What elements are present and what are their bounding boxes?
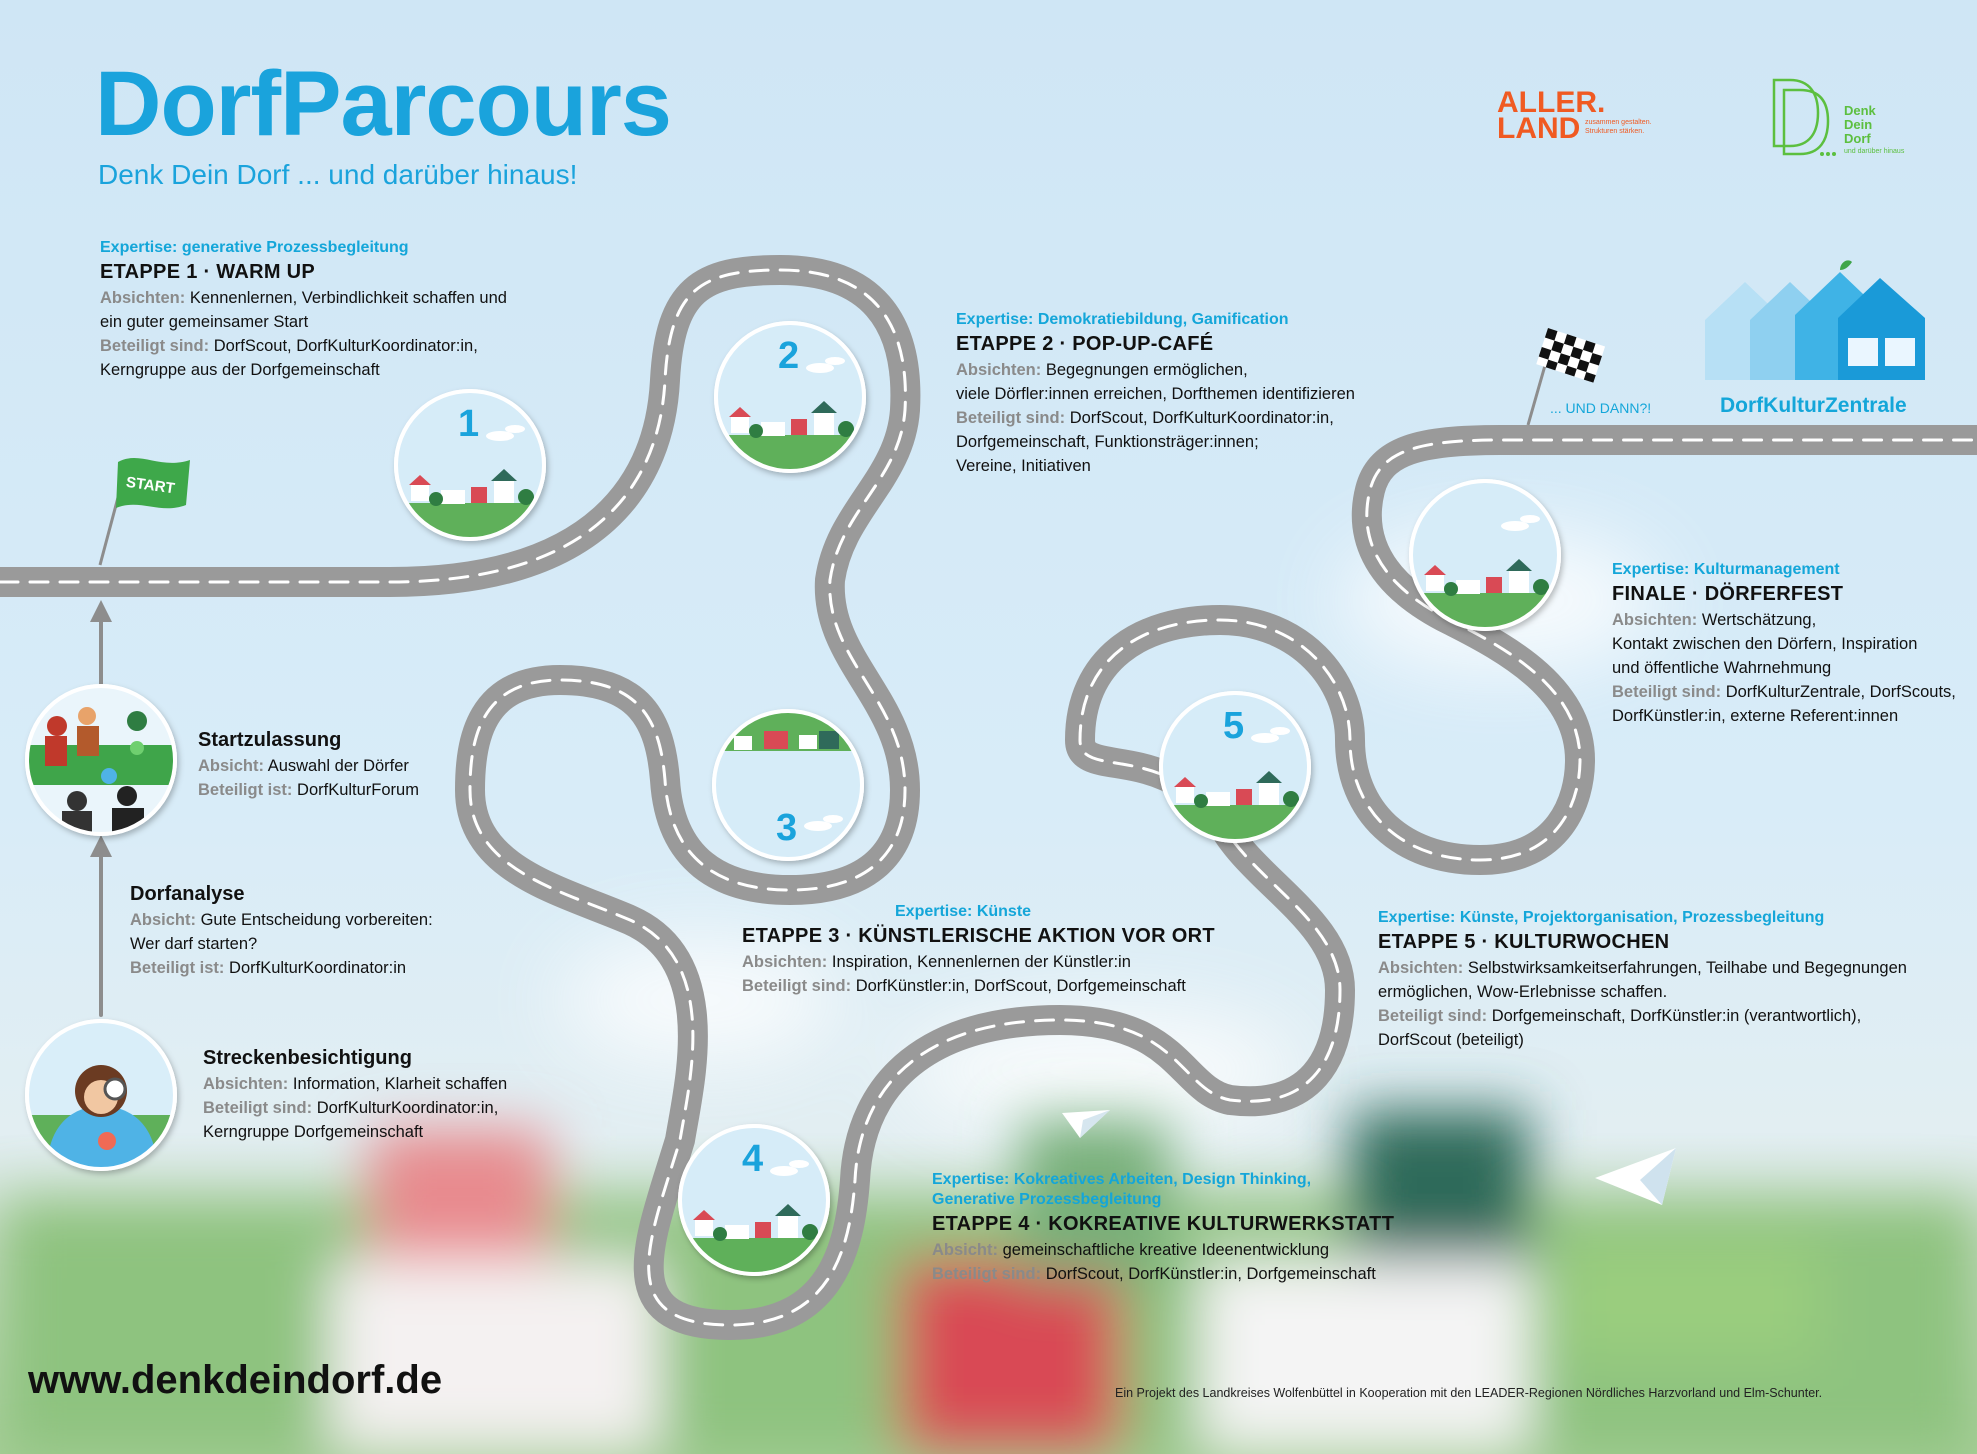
stage-2-beteiligt-1: DorfScout, DorfKulturKoordinator:in,: [1069, 409, 1334, 427]
stage-2-absichten-1: Begegnungen ermöglichen,: [1045, 361, 1248, 379]
beteiligt-label: Beteiligt sind:: [932, 1265, 1042, 1283]
streckenbesichtigung-circle: [17, 1011, 185, 1179]
streckenbesichtigung-beteiligt-1: DorfKulturKoordinator:in,: [316, 1099, 499, 1117]
dorfkulturzentrale-houses-icon: [1705, 260, 1925, 380]
stage-3-expertise: Expertise: Künste: [895, 903, 1032, 920]
page-title: DorfParcours: [95, 53, 671, 155]
stage-4-expertise-1: Expertise: Kokreatives Arbeiten, Design Thinking,: [932, 1171, 1312, 1188]
beteiligt-label: Beteiligt sind:: [742, 977, 852, 995]
stage-4-beteiligt-1: DorfScout, DorfKünstler:in, Dorfgemeinschaft: [1045, 1265, 1376, 1283]
beteiligt-label: Beteiligt sind:: [1378, 1007, 1488, 1025]
stage-4-absicht-1: gemeinschaftliche kreative Ideenentwicklung: [1002, 1241, 1330, 1259]
finale-absichten-1: Wertschätzung,: [1701, 611, 1817, 629]
beteiligt-label: Beteiligt sind:: [956, 409, 1066, 427]
beteiligt-label: Beteiligt sind:: [203, 1099, 313, 1117]
stage-2-info: [956, 310, 1355, 478]
paper-plane-small-icon: [1062, 1110, 1110, 1138]
arrow-head-upper-icon: [90, 600, 112, 622]
stage-4-title: ETAPPE 4 · KOKREATIVE KULTURWERKSTATT: [932, 1213, 1395, 1235]
page-subtitle: Denk Dein Dorf ... und darüber hinaus!: [98, 159, 578, 190]
startzulassung-beteiligt-text: DorfKulturForum: [297, 781, 419, 799]
stage-2-beteiligt: [956, 406, 1355, 430]
stage-2-absichten: [956, 358, 1355, 382]
dorfanalyse-beteiligt: [130, 956, 433, 980]
stage-5-absichten-1: Selbstwirksamkeitserfahrungen, Teilhabe und Begegnungen: [1467, 959, 1907, 977]
stage-3-info: [742, 902, 1215, 998]
absichten-label: Absichten:: [100, 289, 186, 307]
absicht-label: Absicht:: [130, 911, 196, 929]
footer-note: Ein Projekt des Landkreises Wolfenbüttel in Kooperation mit den LEADER-Regionen Nördliches Harzvorland und Elm-Schunter.: [1115, 1386, 1823, 1400]
stage-1-beteiligt-1: DorfScout, DorfKulturKoordinator:in,: [213, 337, 478, 355]
finale-absichten-3: und öffentliche Wahrnehmung: [1612, 659, 1832, 677]
allerland-tagline2: Strukturen stärken.: [1585, 128, 1645, 135]
ddd-monogram-icon: [1770, 76, 1840, 160]
allerland-logo-line1: ALLER.: [1497, 86, 1606, 119]
stage-5-beteiligt-1: Dorfgemeinschaft, DorfKünstler:in (verantwortlich),: [1491, 1007, 1862, 1025]
stage-2-beteiligt-2: Dorfgemeinschaft, Funktionsträger:innen;: [956, 433, 1259, 451]
stage-5-absichten-2: ermöglichen, Wow-Erlebnisse schaffen.: [1378, 983, 1668, 1001]
streckenbesichtigung-absichten: [203, 1072, 507, 1096]
dorfanalyse-absicht-2: Wer darf starten?: [130, 935, 258, 953]
streckenbesichtigung-info: [203, 1044, 507, 1144]
absichten-label: Absichten:: [956, 361, 1042, 379]
beteiligt-ist-label: Beteiligt ist:: [198, 781, 293, 799]
stage-2-title: ETAPPE 2 · POP-UP-CAFÉ: [956, 333, 1214, 355]
absichten-label: Absichten:: [742, 953, 828, 971]
beteiligt-label: Beteiligt sind:: [100, 337, 210, 355]
stage-5-title: ETAPPE 5 · KULTURWOCHEN: [1378, 931, 1670, 953]
stage-2-beteiligt-3: Vereine, Initiativen: [956, 457, 1091, 475]
allerland-logo-line2: LAND: [1497, 112, 1581, 145]
beteiligt-label: Beteiligt sind:: [1612, 683, 1722, 701]
dorfanalyse-title: Dorfanalyse: [130, 883, 245, 905]
ddd-logo-tagline: und darüber hinaus: [1844, 148, 1905, 155]
finale-title: FINALE · DÖRFERFEST: [1612, 583, 1844, 605]
stage-5-beteiligt-2: DorfScout (beteiligt): [1378, 1031, 1524, 1049]
stage-1-info: [100, 238, 507, 382]
streckenbesichtigung-absichten-text: Information, Klarheit schaffen: [292, 1075, 508, 1093]
stage-2-number: 2: [778, 335, 800, 377]
stage-4-beteiligt: [932, 1262, 1394, 1286]
stage-1-absichten: [100, 286, 507, 310]
stage-5-expertise: Expertise: Künste, Projektorganisation, Prozessbegleitung: [1378, 909, 1825, 926]
startzulassung-info: [198, 726, 419, 802]
finale-circle: [1401, 471, 1569, 639]
stage-5-absichten: [1378, 956, 1907, 980]
ddd-logo-line1: Denk: [1844, 103, 1876, 118]
stage-4-number: 4: [742, 1138, 764, 1180]
absicht-label: Absicht:: [932, 1241, 998, 1259]
finale-expertise: Expertise: Kulturmanagement: [1612, 561, 1840, 578]
finale-beteiligt-1: DorfKulturZentrale, DorfScouts,: [1725, 683, 1956, 701]
absicht-label: Absicht:: [198, 757, 264, 775]
startzulassung-beteiligt: [198, 778, 419, 802]
stage-5-number: 5: [1223, 705, 1245, 747]
stage-2-expertise: Expertise: Demokratiebildung, Gamification: [956, 311, 1289, 328]
finale-absichten: [1612, 608, 1956, 632]
startzulassung-title: Startzulassung: [198, 729, 342, 751]
stage-1-expertise: Expertise: generative Prozessbegleitung: [100, 239, 409, 256]
stage-1-beteiligt: [100, 334, 507, 358]
stage-1-absichten-2: ein guter gemeinsamer Start: [100, 313, 309, 331]
finale-beteiligt-2: DorfKünstler:in, externe Referent:innen: [1612, 707, 1899, 725]
finale-beteiligt: [1612, 680, 1956, 704]
stage-3-beteiligt: [742, 974, 1215, 998]
website-url[interactable]: www.denkdeindorf.de: [28, 1358, 443, 1402]
stage-4-expertise-2: Generative Prozessbegleitung: [932, 1191, 1162, 1208]
dorfkulturzentrale-label: DorfKulturZentrale: [1720, 394, 1907, 417]
finale-info: [1612, 560, 1956, 728]
absichten-label: Absichten:: [203, 1075, 289, 1093]
startzulassung-circle: [17, 676, 185, 844]
ddd-logo-line2: Dein: [1844, 117, 1873, 132]
stage-5-beteiligt: [1378, 1004, 1907, 1028]
stage-3-title: ETAPPE 3 · KÜNSTLERISCHE AKTION VOR ORT: [742, 925, 1215, 947]
stage-3-absichten-1: Inspiration, Kennenlernen der Künstler:in: [831, 953, 1131, 971]
stage-3-number: 3: [776, 807, 798, 849]
absichten-label: Absichten:: [1378, 959, 1464, 977]
streckenbesichtigung-beteiligt: [203, 1096, 507, 1120]
allerland-tagline1: zusammen gestalten.: [1585, 119, 1652, 126]
finale-absichten-2: Kontakt zwischen den Dörfern, Inspiration: [1612, 635, 1918, 653]
dorfanalyse-beteiligt-text: DorfKulturKoordinator:in: [229, 959, 407, 977]
streckenbesichtigung-title: Streckenbesichtigung: [203, 1047, 412, 1069]
und-dann-label: ... UND DANN?!: [1550, 400, 1652, 416]
stage-4-info: [932, 1170, 1394, 1286]
ddd-logo-line3: Dorf: [1844, 131, 1871, 146]
stage-3-absichten: [742, 950, 1215, 974]
allerland-logo: [1497, 86, 1687, 146]
dorfanalyse-absicht-1: Gute Entscheidung vorbereiten:: [200, 911, 433, 929]
stage-4-absicht: [932, 1238, 1394, 1262]
dorfanalyse-info: [130, 880, 433, 980]
svg-text:START: START: [124, 473, 176, 498]
stage-1-number: 1: [458, 403, 480, 445]
stage-2-absichten-2: viele Dörfler:innen erreichen, Dorfthemen identifizieren: [956, 385, 1355, 403]
stage-1-absichten-1: Kennenlernen, Verbindlichkeit schaffen und: [189, 289, 507, 307]
start-flag-icon: [100, 458, 190, 565]
stage-5-info: [1378, 908, 1907, 1052]
stage-1-title: ETAPPE 1 · WARM UP: [100, 261, 316, 283]
stage-3-beteiligt-1: DorfKünstler:in, DorfScout, Dorfgemeinschaft: [855, 977, 1186, 995]
stage-1-beteiligt-2: Kerngruppe aus der Dorfgemeinschaft: [100, 361, 380, 379]
startzulassung-absicht: [198, 754, 419, 778]
paper-plane-large-icon: [1595, 1148, 1676, 1205]
absichten-label: Absichten:: [1612, 611, 1698, 629]
dorfanalyse-absicht: [130, 908, 433, 932]
streckenbesichtigung-beteiligt-2: Kerngruppe Dorfgemeinschaft: [203, 1123, 424, 1141]
startzulassung-absicht-text: Auswahl der Dörfer: [267, 757, 409, 775]
denk-dein-dorf-logo: [1770, 76, 1920, 160]
beteiligt-ist-label: Beteiligt ist:: [130, 959, 225, 977]
